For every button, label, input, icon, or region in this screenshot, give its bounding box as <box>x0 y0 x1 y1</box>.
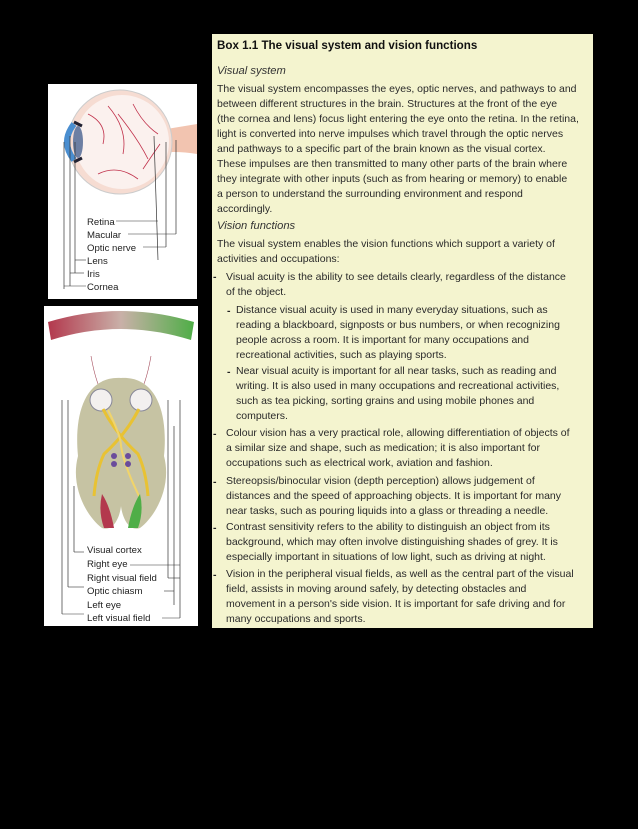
text-line: many occupations and sports. <box>226 613 366 625</box>
text-line: light is converted into nerve impulses which travel through the optic nerves <box>217 128 564 140</box>
optic-chiasm-label: Optic chiasm <box>87 586 143 597</box>
bullet-marker: - <box>213 522 217 534</box>
text-line: Visual acuity is the ability to see details clearly, regardless of the distance <box>226 271 566 283</box>
eyeball-inner <box>75 95 169 189</box>
visual-pathway-figure <box>44 306 198 626</box>
visual-system-heading: Visual system <box>217 65 286 77</box>
left-eye-label: Left eye <box>87 600 122 611</box>
sub-bullet-marker: - <box>227 305 231 317</box>
text-line: field, assists in moving around safely, by detecting obstacles and <box>226 583 527 595</box>
bullet-marker: - <box>213 476 217 488</box>
brain-shape <box>76 378 166 529</box>
bullet-stereopsis <box>226 474 588 519</box>
bullet-visual-acuity <box>226 270 588 300</box>
text-line: writing. It is also used in many occupations and recreational activities, <box>236 380 560 392</box>
text-line: occupations such as electrical work, aviation and fashion. <box>226 457 493 469</box>
text-line: reading a blackboard, signposts or bus numbers, or when recognizing <box>236 319 560 331</box>
text-line: and pathways to a specific part of the brain known as the visual cortex. <box>217 143 546 155</box>
text-line: Distance visual acuity is used in many everyday situations, such as <box>236 304 548 316</box>
text-line: movement in a person's side vision. It is important for safe driving and for <box>226 598 566 610</box>
text-line: recreational activities, such as playing sports. <box>236 349 447 361</box>
text-line: Vision in the peripheral visual fields, as well as the central part of the visual <box>226 568 574 580</box>
text-line: especially important in situations of low light, such as driving at night. <box>226 551 546 563</box>
right-visual-field-label: Right visual field <box>87 573 157 584</box>
text-line: The visual system encompasses the eyes, optic nerves, and pathways to and <box>217 83 577 95</box>
text-line: (the cornea and lens) focus light entering the eye onto the retina. In the retina, <box>217 113 579 125</box>
bullet-colour-vision <box>226 426 588 471</box>
bullet-contrast-sensitivity <box>226 520 588 565</box>
bullet-marker: - <box>213 271 217 283</box>
bullet-marker: - <box>213 569 217 581</box>
lens-label: Lens <box>87 256 108 267</box>
text-line: activities and occupations: <box>217 253 340 265</box>
text-line: The visual system enables the vision functions which support a variety of <box>217 238 555 250</box>
bullet-marker: - <box>213 428 217 440</box>
text-line: a similar size and shape, such as medication; it is also important for <box>226 442 540 454</box>
lens-shape <box>73 126 83 158</box>
text-line: near tasks, such as pouring liquids into a glass or threading a needle. <box>226 505 549 517</box>
bullet-peripheral-vision <box>226 567 588 627</box>
text-line: they integrate with other inputs (such as from hearing or memory) to enable <box>217 173 568 185</box>
text-line: people across a room. It is important for many occupations and <box>236 334 529 346</box>
right-eye-shape <box>130 389 152 411</box>
visual-system-paragraph <box>217 82 589 217</box>
text-line: Colour vision has a very practical role, allowing differentiation of objects of <box>226 427 570 439</box>
text-line: such as tea picking, sorting grains and using mobile phones and <box>236 395 535 407</box>
optic-nerve-label: Optic nerve <box>87 243 137 254</box>
macular-label: Macular <box>87 230 122 241</box>
text-line: Near visual acuity is important for all near tasks, such as reading and <box>236 365 557 377</box>
right-eye-label: Right eye <box>87 559 128 570</box>
text-line: accordingly. <box>217 203 273 215</box>
vision-functions-intro <box>217 237 589 267</box>
left-eye-shape <box>90 389 112 411</box>
box-title: Box 1.1 The visual system and vision functions <box>217 39 478 52</box>
cornea-label: Cornea <box>87 282 119 293</box>
info-box <box>212 34 593 628</box>
iris-label: Iris <box>87 269 100 280</box>
vision-functions-heading: Vision functions <box>217 220 296 232</box>
text-line: These impulses are then transmitted to many other parts of the brain where <box>217 158 568 170</box>
eye-anatomy-figure <box>48 84 197 299</box>
text-line: Stereopsis/binocular vision (depth perception) allows judgement of <box>226 475 535 487</box>
text-line: Contrast sensitivity refers to the ability to distinguish an object from its <box>226 521 550 533</box>
text-line: of the object. <box>226 286 287 298</box>
text-line: a person to understand the surrounding environment and respond <box>217 188 523 200</box>
sub-bullet-marker: - <box>227 366 231 378</box>
text-line: computers. <box>236 410 288 422</box>
text-line: background, which may often involve distinguishing shades of grey. It is <box>226 536 558 548</box>
eye-illustration <box>48 84 197 299</box>
left-visual-field-label: Left visual field <box>87 613 151 624</box>
sub-bullet-near-acuity <box>236 364 586 424</box>
text-line: between different structures in the brain. Structures at the front of the eye <box>217 98 558 110</box>
visual-field-arc <box>48 311 194 340</box>
visual-cortex-label: Visual cortex <box>87 545 142 556</box>
sub-bullet-distance-acuity <box>236 303 586 363</box>
retina-label: Retina <box>87 217 115 228</box>
text-line: distances and the speed of approaching objects. It is important for many <box>226 490 562 502</box>
